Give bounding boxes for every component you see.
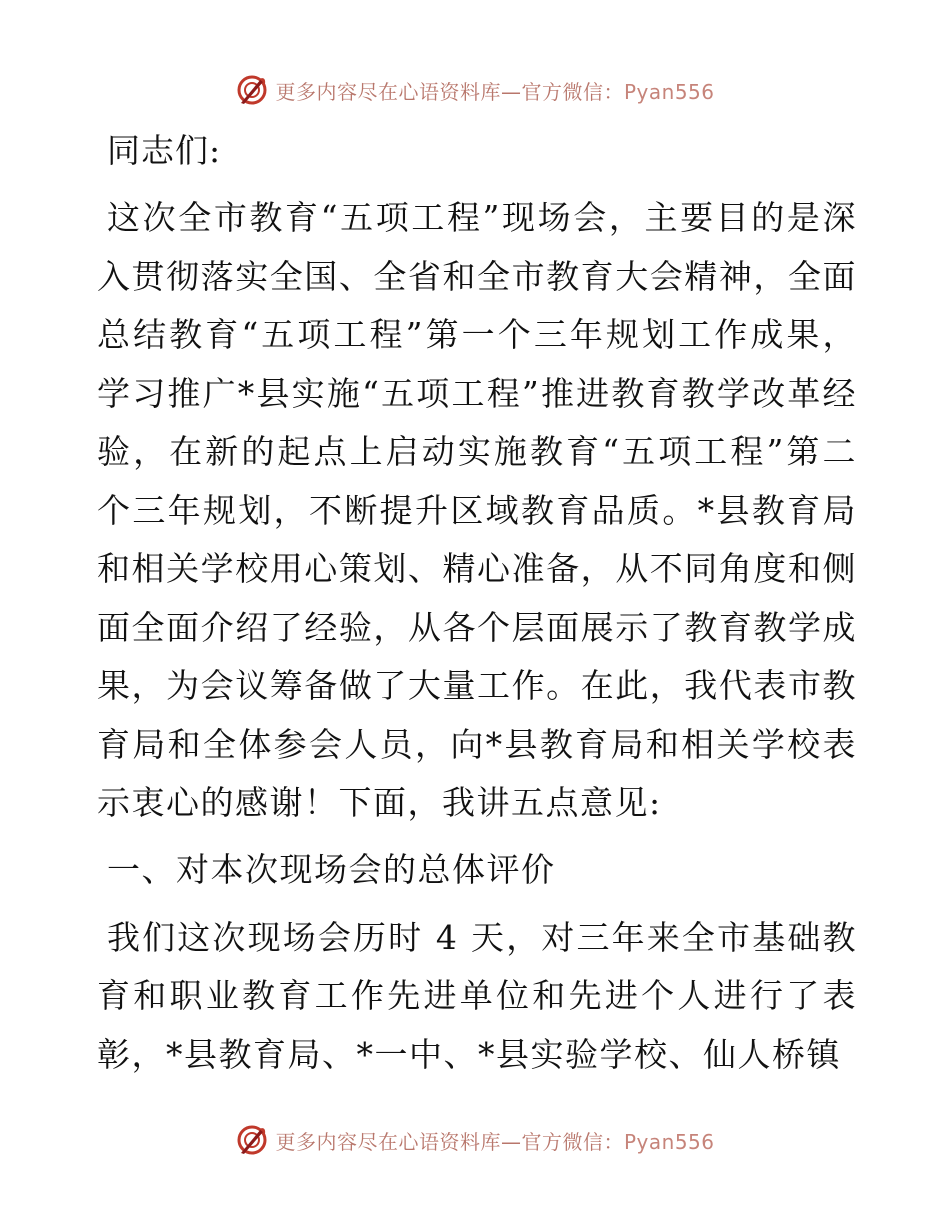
quill-logo-icon (235, 1123, 269, 1157)
footer-watermark (0, 1120, 950, 1160)
watermark-text: 更多内容尽在心语资料库—官方微信：Pyan556 (275, 79, 715, 104)
quill-logo-icon (235, 73, 269, 107)
paragraph-evaluation: 我们这次现场会历时 4 天，对三年来全市基础教育和职业教育工作先进单位和先进个人进行了表彰，*县教育局、*一中、*县实验学校、仙人桥镇 (97, 917, 857, 1074)
section-heading: 一、对本次现场会的总体评价 (107, 849, 556, 889)
watermark-group (235, 73, 714, 107)
header-watermark (0, 70, 950, 110)
watermark-text: 更多内容尽在心语资料库—官方微信：Pyan556 (275, 1129, 715, 1154)
document-body (97, 125, 857, 1084)
watermark-group (235, 1123, 714, 1157)
paragraph-intro: 这次全市教育“五项工程”现场会，主要目的是深入贯彻落实全国、全省和全市教育大会精神，全面总结教育“五项工程”第一个三年规划工作成果，学习推广*县实施“五项工程”推进教育教学改革经验，在新的起点上启动实施教育“五项工程”第二个三年规划，不断提升区域教育品质。*县教育局和相关学校用心策划、精心准备，从不同角度和侧面全面介绍了经验，从各个层面展示了教育教学成果，为会议筹备做了大量工作。在此，我代表市教育局和全体参会人员，向*县教育局和相关学校表示衷心的感谢！下面，我讲五点意见: (97, 198, 857, 822)
greeting: 同志们: (107, 131, 222, 170)
